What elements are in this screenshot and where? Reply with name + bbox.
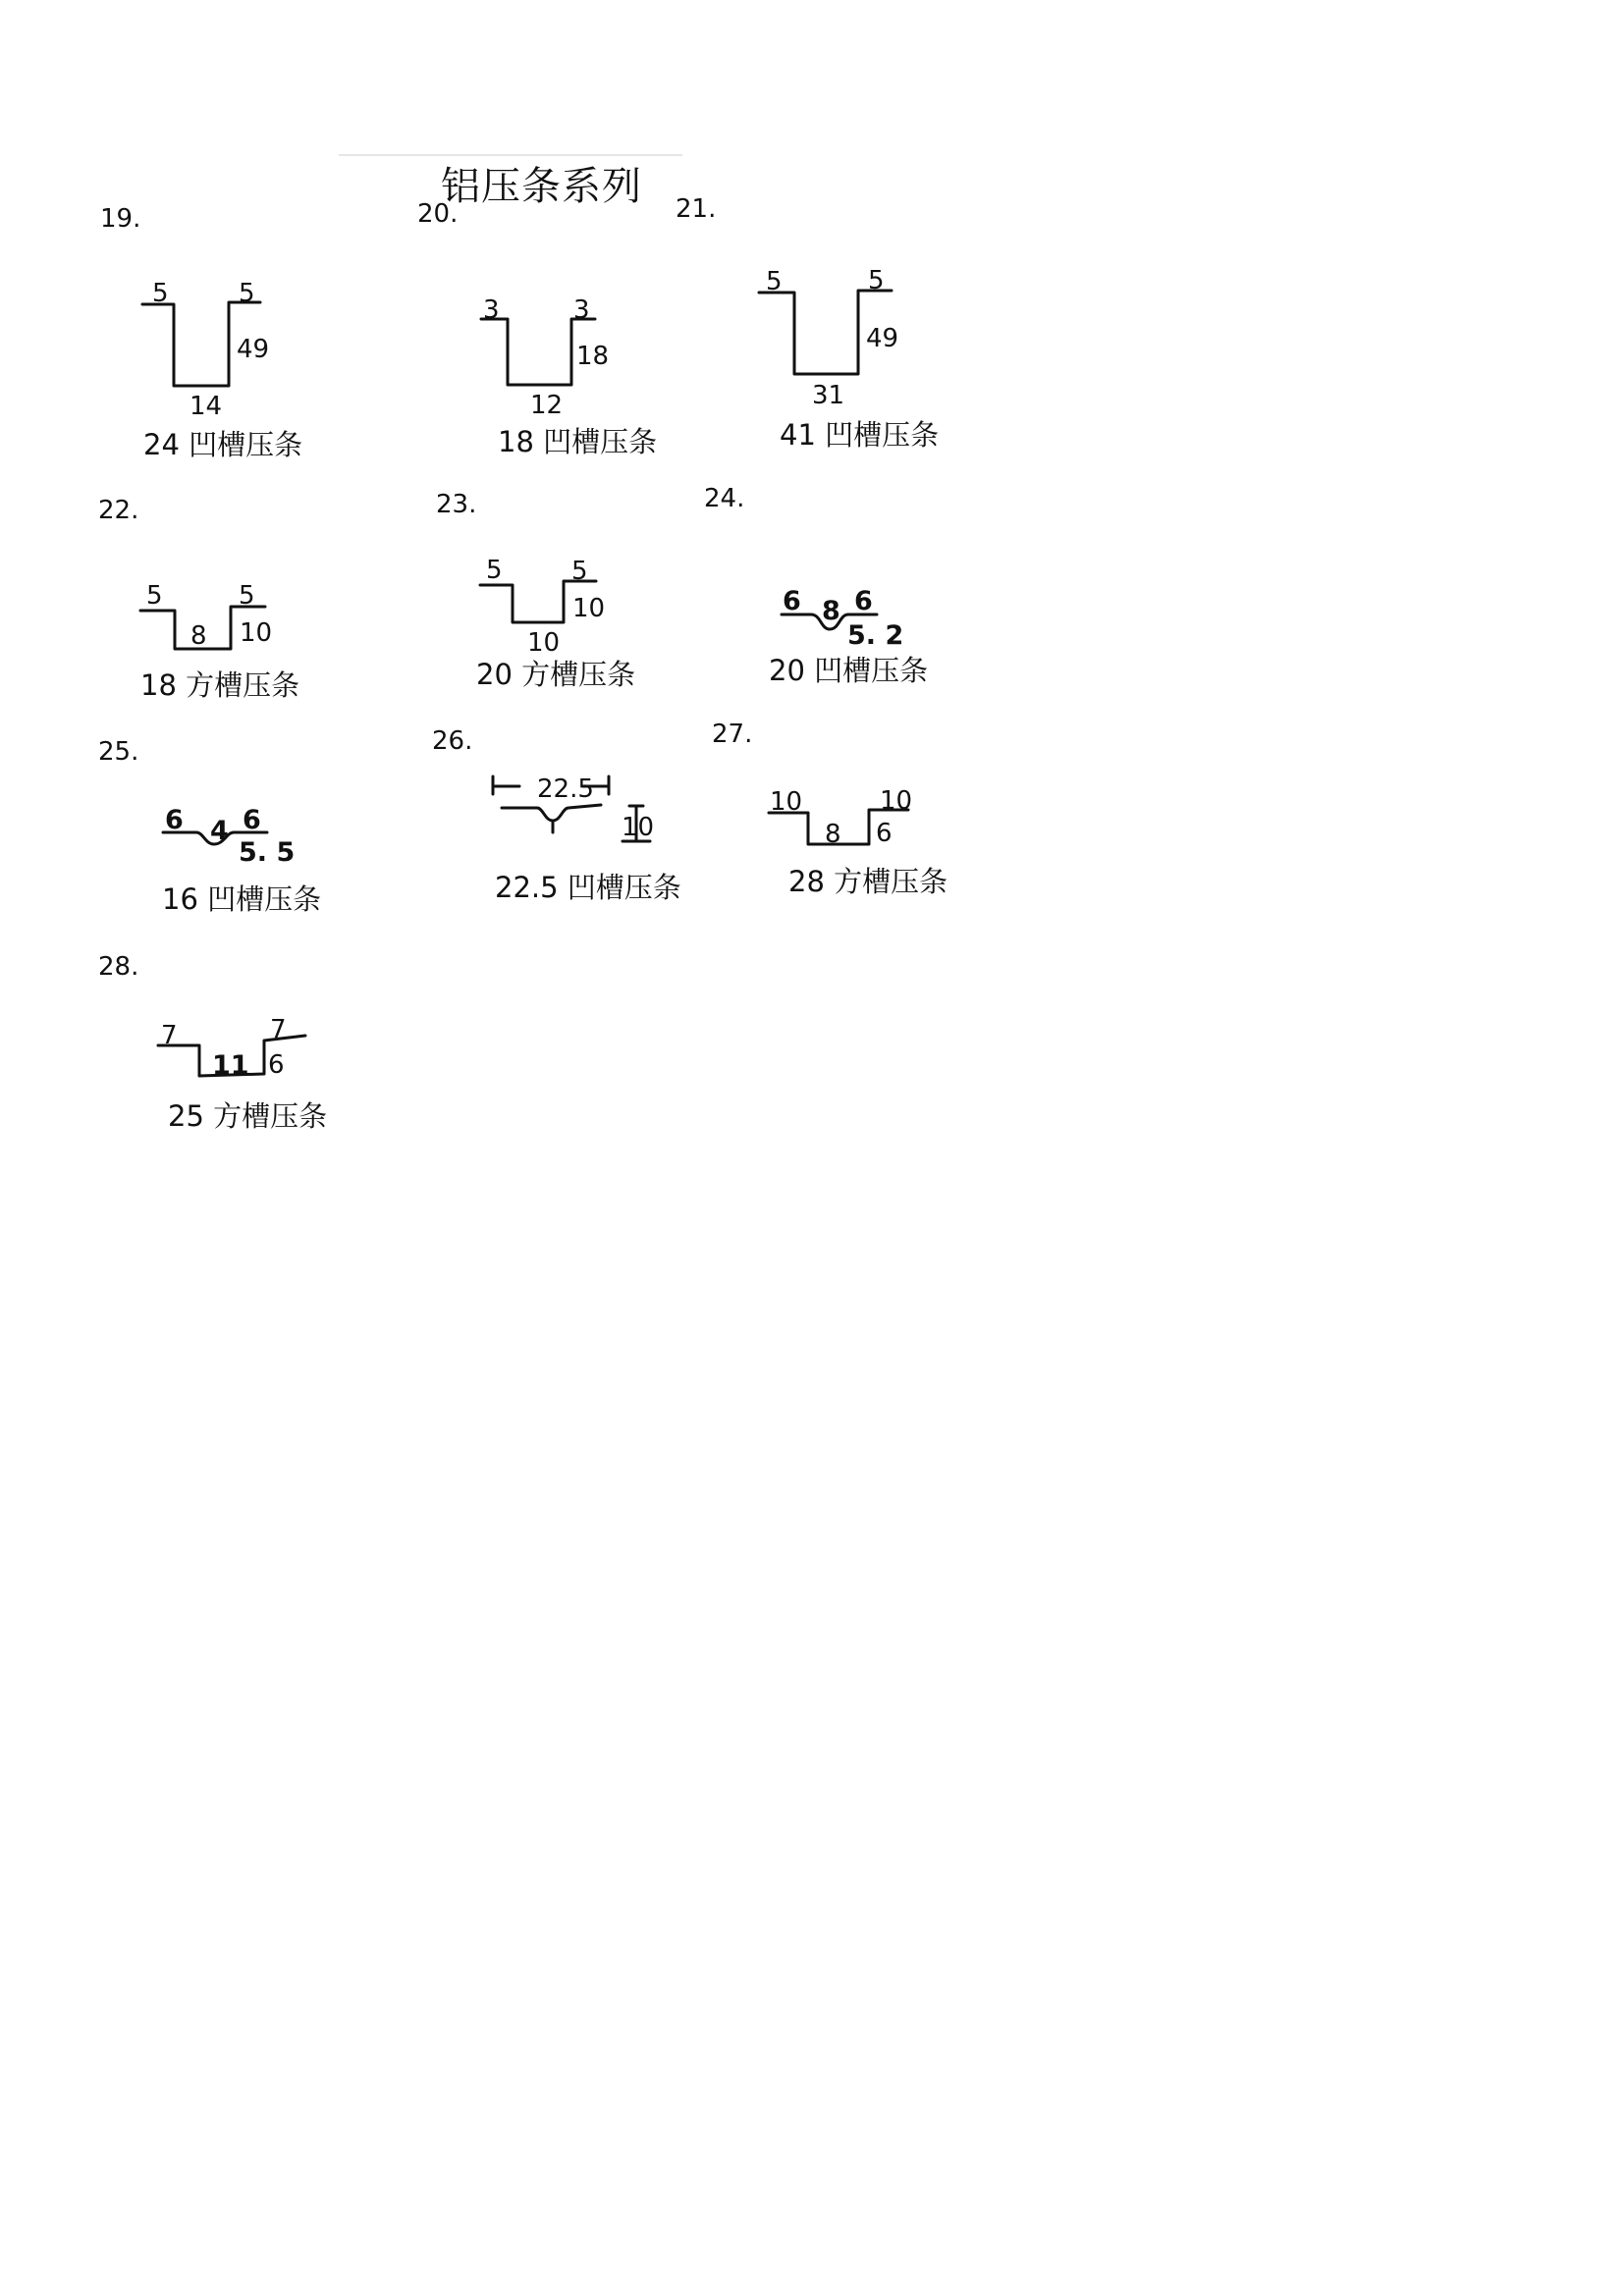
dim-height: 49	[237, 335, 270, 364]
dim-right-flange: 6	[854, 586, 873, 616]
dim-height: 18	[576, 342, 610, 371]
profile-caption: 16 凹槽压条	[162, 882, 322, 916]
item-number: 25.	[98, 737, 139, 767]
dim-bottom: 12	[530, 391, 564, 420]
item-number: 28.	[98, 952, 139, 982]
profile-caption: 24 凹槽压条	[143, 428, 303, 461]
dim-left-flange: 3	[483, 295, 500, 325]
item-number: 22.	[98, 496, 139, 525]
item-number: 21.	[676, 194, 717, 224]
profile-caption: 25 方槽压条	[168, 1099, 328, 1133]
dim-left-flange: 5	[146, 581, 163, 611]
dim-right-flange: 10	[880, 786, 913, 816]
profile-caption: 20 凹槽压条	[769, 654, 929, 687]
dim-middle: 8	[822, 596, 840, 626]
item-number: 19.	[100, 204, 141, 234]
dim-left-flange: 6	[783, 586, 801, 616]
profile-caption: 28 方槽压条	[788, 865, 948, 898]
dim-left-flange: 5	[152, 279, 169, 308]
dim-height: 6	[876, 819, 893, 848]
profile-caption: 18 方槽压条	[140, 668, 300, 702]
item-number: 27.	[712, 720, 753, 749]
dim-middle: 4	[210, 816, 229, 846]
dim-right-flange: 3	[573, 295, 590, 325]
dim-height: 10	[572, 594, 606, 623]
dim-left-flange: 5	[766, 267, 783, 296]
dim-bottom: 8	[190, 621, 207, 651]
dim-left-flange: 7	[161, 1021, 178, 1050]
dim-left-flange: 10	[770, 787, 803, 817]
item-number: 24.	[704, 484, 745, 513]
dim-bottom: 11	[212, 1050, 249, 1081]
dim-right-flange: 5	[571, 557, 588, 586]
profile-caption: 22.5 凹槽压条	[495, 871, 681, 904]
dim-bottom: 14	[189, 392, 223, 421]
dim-height: 10	[240, 618, 273, 648]
dim-height: 49	[866, 324, 899, 353]
item-number: 26.	[432, 726, 473, 756]
profile-caption: 41 凹槽压条	[780, 418, 940, 452]
item-number: 20.	[417, 199, 459, 229]
dim-depth: 5. 5	[239, 837, 296, 868]
page-title: 铝压条系列	[441, 164, 642, 209]
profile-caption: 20 方槽压条	[476, 658, 636, 691]
dim-height: 10	[622, 813, 655, 842]
dim-bottom: 8	[825, 820, 841, 849]
item-number: 23.	[436, 490, 477, 519]
dim-right-flange: 7	[270, 1015, 287, 1044]
dim-right-flange: 5	[239, 279, 255, 308]
dim-right-flange: 5	[868, 266, 885, 295]
dim-bottom: 10	[527, 628, 561, 658]
dim-left-flange: 5	[486, 556, 503, 585]
dim-left-flange: 6	[165, 805, 184, 835]
dim-depth: 5. 2	[847, 620, 904, 651]
dim-bottom: 31	[812, 381, 845, 410]
dim-height: 6	[268, 1050, 285, 1080]
dim-width: 22.5	[537, 774, 594, 804]
dim-right-flange: 5	[239, 581, 255, 611]
dim-right-flange: 6	[243, 805, 261, 835]
profile-caption: 18 凹槽压条	[498, 425, 658, 458]
